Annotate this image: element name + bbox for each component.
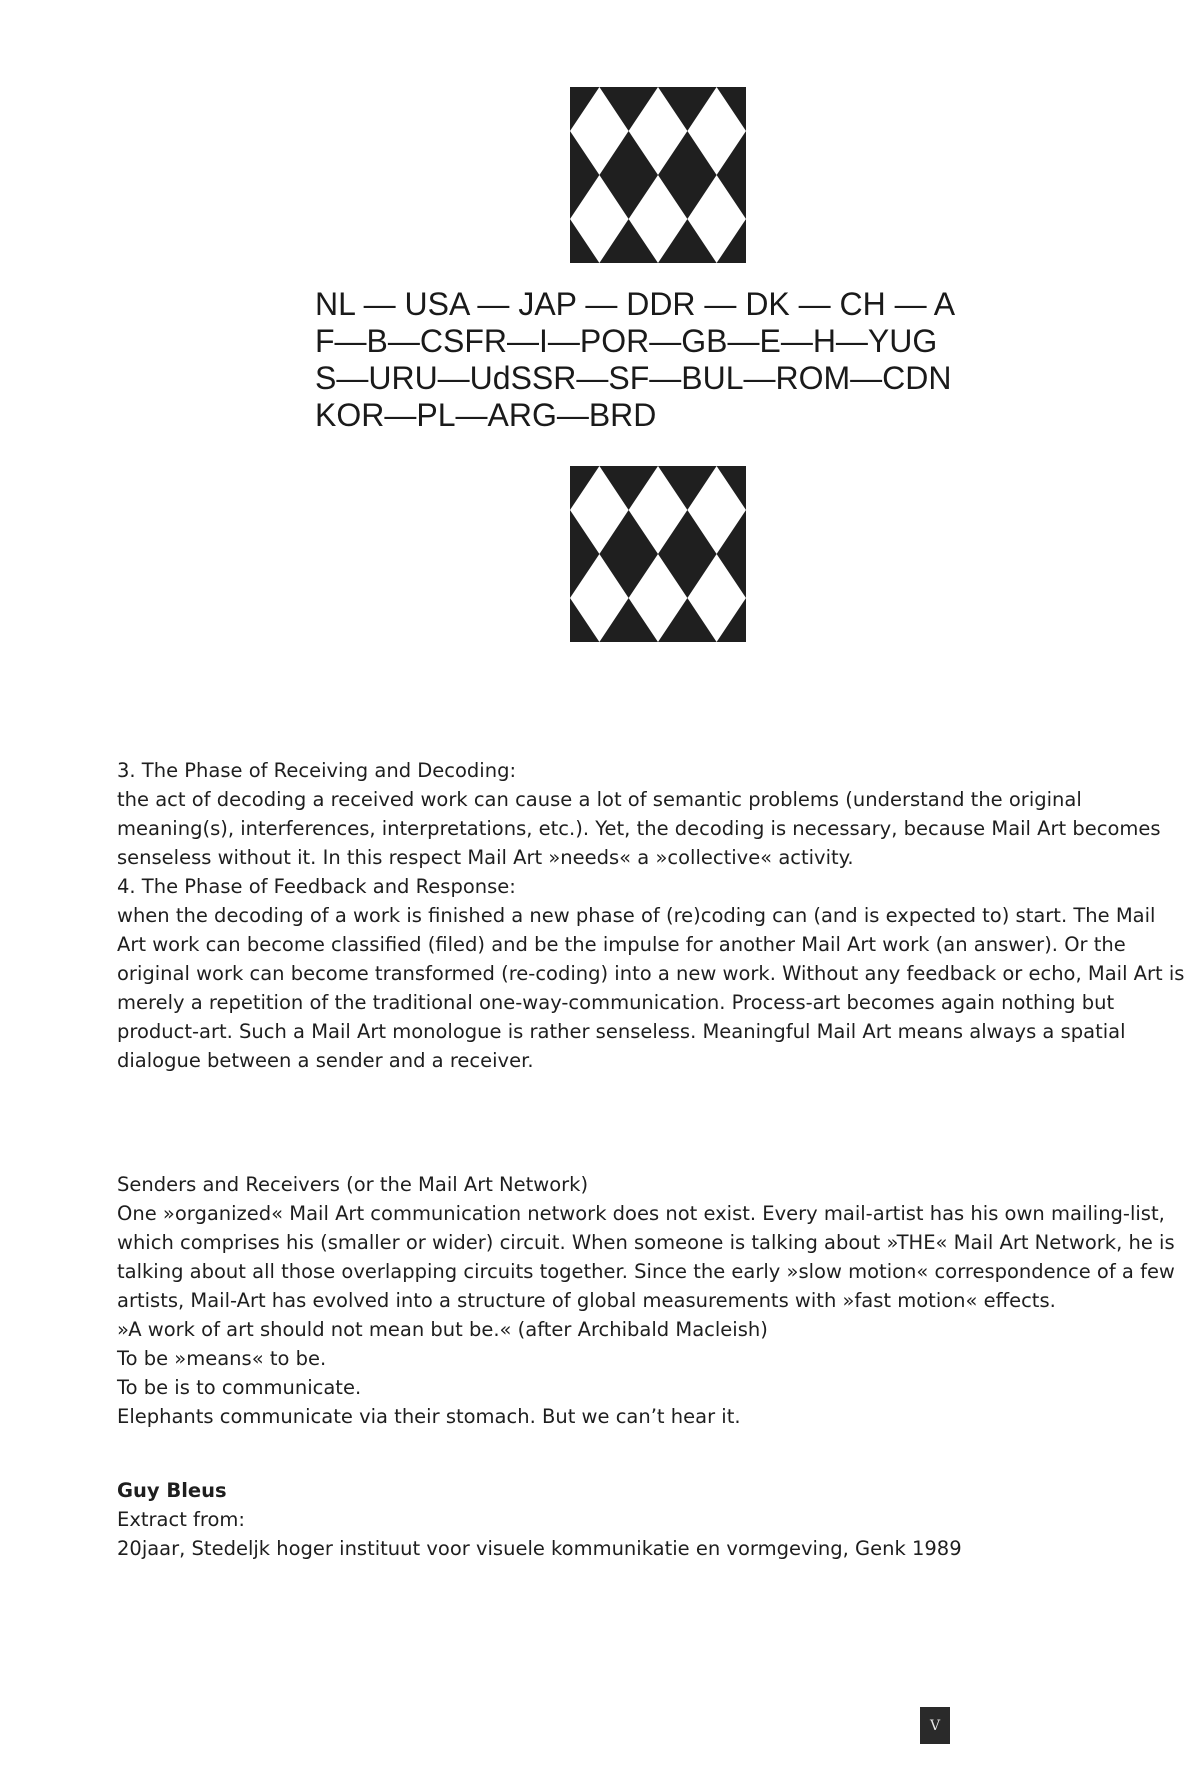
network-text: One »organized« Mail Art communication network does not exist. Every mail-artist has his own mailing-list, which comprises his (smaller or wider) circuit. When someone is talking about »THE« Mail Art Network, he is talking about all those overlapping circuits together. Since the early »slow motion« correspondence of a few artists, Mail-Art has evolved into a structure of global measurements with »fast motion« effects. (117, 1202, 1175, 1312)
feedback-phase-heading: 4. The Phase of Feedback and Response: (117, 875, 516, 898)
bottom-harlequin-emblem (570, 466, 746, 642)
feedback-phase-text: when the decoding of a work is finished a new phase of (re)coding can (and is expected to) start. The Mail Art work can become classified (filed) and be the impulse for another Mail Art work (an answer). Or the original work can become transformed (re-coding) into a new work. Without any feedback or echo, Mail Art is merely a repetition of the traditional one-way-communication. Process-art becomes again nothing but product-art. Such a Mail Art monologue is rather senseless. Meaningful Mail Art means always a spatial dialogue between a sender and a receiver. (117, 904, 1185, 1072)
country-line: S—URU—UdSSR—SF—BUL—ROM—CDN (315, 360, 952, 396)
author-name: Guy Bleus (117, 1479, 227, 1502)
network-quote: »A work of art should not mean but be.« (after Archibald Macleish) (117, 1318, 768, 1341)
page-number: V (920, 1707, 950, 1744)
country-code-list (315, 286, 1035, 434)
country-line: KOR—PL—ARG—BRD (315, 397, 657, 433)
harlequin-diamond-icon (570, 466, 746, 642)
network-line-3: Elephants communicate via their stomach. But we can’t hear it. (117, 1405, 741, 1428)
network-section (117, 1170, 1187, 1431)
extract-label: Extract from: (117, 1508, 245, 1531)
harlequin-diamond-icon (570, 87, 746, 263)
network-line-2: To be is to communicate. (117, 1376, 362, 1399)
credit-section (117, 1476, 1187, 1563)
receiving-phase-text: the act of decoding a received work can cause a lot of semantic problems (understand the original meaning(s), interferences, interpretations, etc.). Yet, the decoding is necessary, because Mail Art becomes senseless without it. In this respect Mail Art »needs« a »collective« activity. (117, 788, 1161, 869)
receiving-phase-heading: 3. The Phase of Receiving and Decoding: (117, 759, 517, 782)
top-harlequin-emblem (570, 87, 746, 263)
network-line-1: To be »means« to be. (117, 1347, 327, 1370)
country-line: F—B—CSFR—I—POR—GB—E—H—YUG (315, 323, 938, 359)
phases-section (117, 756, 1187, 1075)
country-line: NL — USA — JAP — DDR — DK — CH — A (315, 286, 956, 322)
source-citation: 20jaar, Stedeljk hoger instituut voor visuele kommunikatie en vormgeving, Genk 1989 (117, 1537, 962, 1560)
network-heading: Senders and Receivers (or the Mail Art Network) (117, 1173, 589, 1196)
